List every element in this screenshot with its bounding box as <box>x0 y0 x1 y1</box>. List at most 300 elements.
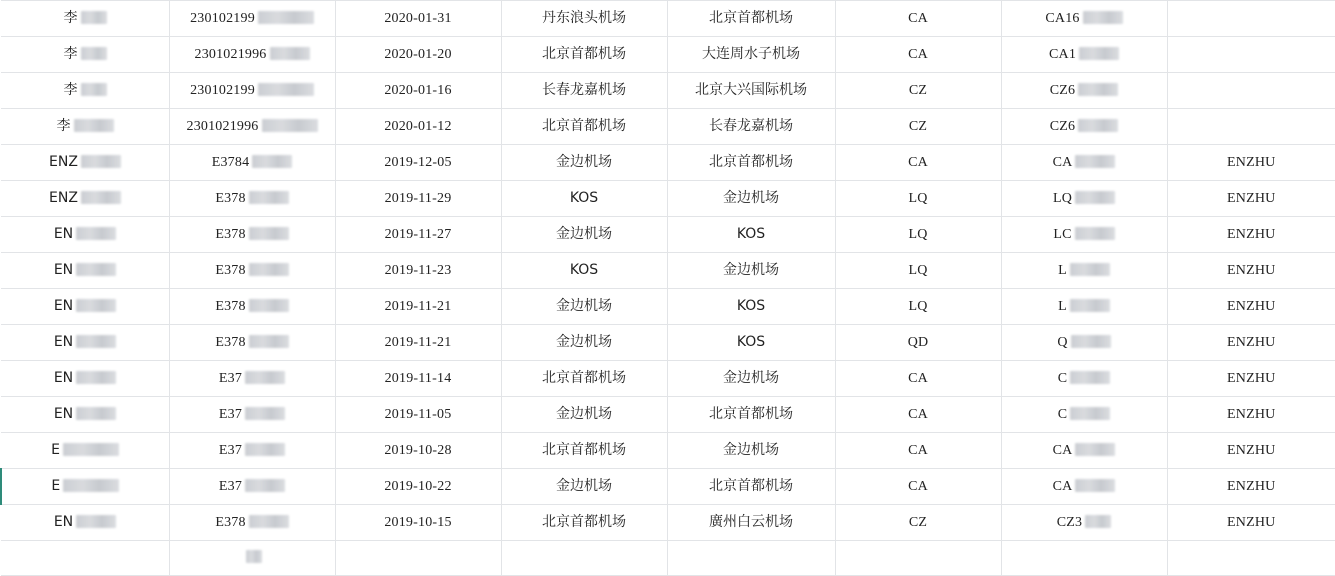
origin-airport-cell <box>501 361 667 397</box>
redacted-text <box>1071 335 1111 348</box>
cell-text: CA <box>1053 146 1116 180</box>
airline-code-cell <box>835 361 1001 397</box>
cell-text: L <box>1058 290 1110 324</box>
flight-date-cell <box>335 181 501 217</box>
cell-text: CZ6 <box>1050 74 1119 108</box>
cell-text: ENZHU <box>1227 262 1276 278</box>
cell-text: 金边机场 <box>556 298 612 314</box>
airline-code-cell <box>835 541 1001 576</box>
cell-text: 李 <box>64 73 107 107</box>
redacted-text <box>249 227 289 240</box>
agent-code-cell <box>1167 145 1335 181</box>
redacted-text <box>1070 263 1110 276</box>
passenger-name-cell <box>1 397 169 433</box>
flight-date-cell <box>335 433 501 469</box>
cell-text: ENZ <box>49 181 121 215</box>
table-row[interactable] <box>1 109 1335 145</box>
cell-text: CA <box>908 478 928 494</box>
airline-code-cell <box>835 433 1001 469</box>
cell-text: 2019-11-29 <box>384 190 452 206</box>
agent-code-cell <box>1167 1 1335 37</box>
redacted-text <box>1075 191 1115 204</box>
agent-code-cell <box>1167 73 1335 109</box>
table-row[interactable] <box>1 361 1335 397</box>
cell-text: E37 <box>219 434 285 468</box>
cell-text: ENZHU <box>1227 370 1276 386</box>
id-number-cell <box>169 397 335 433</box>
redacted-text <box>249 263 289 276</box>
origin-airport-cell <box>501 469 667 505</box>
agent-code-cell <box>1167 181 1335 217</box>
airline-code-cell <box>835 505 1001 541</box>
airline-code-cell <box>835 73 1001 109</box>
cell-text: LQ <box>908 226 928 242</box>
cell-text: 长春龙嘉机场 <box>542 82 626 98</box>
cell-text: 丹东浪头机场 <box>542 10 626 26</box>
cell-text: 北京首都机场 <box>542 118 626 134</box>
flight-number-cell <box>1001 541 1167 576</box>
agent-code-cell <box>1167 361 1335 397</box>
cell-text: CZ <box>908 82 928 98</box>
airline-code-cell <box>835 145 1001 181</box>
agent-code-cell <box>1167 469 1335 505</box>
airline-code-cell <box>835 1 1001 37</box>
cell-text: 2019-11-23 <box>384 262 452 278</box>
flight-date-cell <box>335 289 501 325</box>
flight-number-cell <box>1001 289 1167 325</box>
passenger-name-cell <box>1 145 169 181</box>
origin-airport-cell <box>501 325 667 361</box>
table-row[interactable] <box>1 289 1335 325</box>
agent-code-cell <box>1167 541 1335 576</box>
passenger-name-cell <box>1 433 169 469</box>
destination-airport-cell <box>667 37 835 73</box>
airline-code-cell <box>835 289 1001 325</box>
cell-text: 2020-01-12 <box>384 118 452 134</box>
airline-code-cell <box>835 181 1001 217</box>
table-row[interactable] <box>1 433 1335 469</box>
origin-airport-cell <box>501 1 667 37</box>
redacted-text <box>76 227 116 240</box>
airline-code-cell <box>835 469 1001 505</box>
passenger-name-cell <box>1 181 169 217</box>
agent-code-cell <box>1167 37 1335 73</box>
flight-date-cell <box>335 505 501 541</box>
redacted-text <box>249 335 289 348</box>
redacted-text <box>63 479 119 492</box>
cell-text: 李 <box>57 109 114 143</box>
cell-text <box>243 541 262 575</box>
cell-text: KOS <box>569 190 599 206</box>
cell-text: CA16 <box>1045 2 1122 36</box>
flight-date-cell <box>335 217 501 253</box>
redacted-text <box>249 191 289 204</box>
cell-text: 金边机场 <box>556 406 612 422</box>
id-number-cell <box>169 325 335 361</box>
cell-text: EN <box>54 325 116 359</box>
cell-text: LQ <box>908 190 928 206</box>
flight-number-cell <box>1001 397 1167 433</box>
cell-text: E3784 <box>212 146 293 180</box>
cell-text: 2020-01-16 <box>384 82 452 98</box>
passenger-name-cell <box>1 469 169 505</box>
origin-airport-cell <box>501 217 667 253</box>
destination-airport-cell <box>667 145 835 181</box>
cell-text: ENZHU <box>1227 154 1276 170</box>
cell-text: 金边机场 <box>723 370 779 386</box>
passenger-name-cell <box>1 253 169 289</box>
origin-airport-cell <box>501 397 667 433</box>
cell-text: C <box>1058 362 1111 396</box>
passenger-name-cell <box>1 73 169 109</box>
cell-text: CA <box>908 46 928 62</box>
flight-number-cell <box>1001 37 1167 73</box>
cell-text: E378 <box>215 506 288 540</box>
cell-text: LQ <box>1053 182 1115 216</box>
cell-text: KOS <box>736 226 766 242</box>
cell-text: EN <box>54 253 116 287</box>
cell-text: 金边机场 <box>723 442 779 458</box>
origin-airport-cell <box>501 253 667 289</box>
redacted-text <box>246 550 262 563</box>
agent-code-cell <box>1167 217 1335 253</box>
cell-text: KOS <box>736 334 766 350</box>
flight-number-cell <box>1001 361 1167 397</box>
redacted-text <box>1078 83 1118 96</box>
cell-text: EN <box>54 397 116 431</box>
flight-date-cell <box>335 469 501 505</box>
cell-text: CA <box>908 370 928 386</box>
redacted-text <box>249 515 289 528</box>
agent-code-cell <box>1167 109 1335 145</box>
flight-date-cell <box>335 37 501 73</box>
destination-airport-cell <box>667 181 835 217</box>
passenger-name-cell <box>1 1 169 37</box>
passenger-name-cell <box>1 325 169 361</box>
cell-text: 金边机场 <box>723 262 779 278</box>
cell-text: ENZHU <box>1227 406 1276 422</box>
table-row[interactable] <box>1 37 1335 73</box>
id-number-cell <box>169 37 335 73</box>
cell-text: ENZHU <box>1227 190 1276 206</box>
origin-airport-cell <box>501 73 667 109</box>
cell-text: 2019-10-15 <box>384 514 452 530</box>
cell-text: 2019-12-05 <box>384 154 452 170</box>
cell-text: E378 <box>215 218 288 252</box>
origin-airport-cell <box>501 541 667 576</box>
cell-text: 金边机场 <box>723 190 779 206</box>
redacted-text <box>81 155 121 168</box>
airline-code-cell <box>835 325 1001 361</box>
cell-text: E378 <box>215 326 288 360</box>
destination-airport-cell <box>667 469 835 505</box>
cell-text: E37 <box>219 362 285 396</box>
cell-text: 长春龙嘉机场 <box>709 118 793 134</box>
flight-date-cell <box>335 1 501 37</box>
agent-code-cell <box>1167 253 1335 289</box>
flight-number-cell <box>1001 109 1167 145</box>
cell-text: CA <box>908 442 928 458</box>
flight-date-cell <box>335 397 501 433</box>
cell-text: LQ <box>908 262 928 278</box>
flight-number-cell <box>1001 469 1167 505</box>
flight-date-cell <box>335 73 501 109</box>
table-row[interactable] <box>1 145 1335 181</box>
redacted-text <box>1075 227 1115 240</box>
destination-airport-cell <box>667 289 835 325</box>
redacted-text <box>76 335 116 348</box>
passenger-name-cell <box>1 217 169 253</box>
redacted-text <box>1075 443 1115 456</box>
flight-number-cell <box>1001 73 1167 109</box>
redacted-text <box>81 11 107 24</box>
redacted-text <box>1075 155 1115 168</box>
cell-text: 金边机场 <box>556 226 612 242</box>
redacted-text <box>1085 515 1111 528</box>
cell-text: EN <box>54 217 116 251</box>
flight-date-cell <box>335 325 501 361</box>
redacted-text <box>1078 119 1118 132</box>
cell-text: 大连周水子机场 <box>702 46 800 62</box>
redacted-text <box>270 47 310 60</box>
table-row[interactable] <box>1 469 1335 505</box>
redacted-text <box>258 11 314 24</box>
cell-text: 北京首都机场 <box>542 370 626 386</box>
cell-text: 李 <box>64 1 107 35</box>
id-number-cell <box>169 361 335 397</box>
cell-text: ENZHU <box>1227 478 1276 494</box>
cell-text: E37 <box>219 398 285 432</box>
cell-text: EN <box>54 289 116 323</box>
agent-code-cell <box>1167 397 1335 433</box>
cell-text: 北京首都机场 <box>709 478 793 494</box>
airline-code-cell <box>835 397 1001 433</box>
id-number-cell <box>169 433 335 469</box>
origin-airport-cell <box>501 109 667 145</box>
cell-text: 2020-01-31 <box>384 10 452 26</box>
id-number-cell <box>169 289 335 325</box>
redacted-text <box>81 47 107 60</box>
cell-text: EN <box>54 361 116 395</box>
destination-airport-cell <box>667 1 835 37</box>
cell-text: 230102199 <box>190 2 314 36</box>
id-number-cell <box>169 253 335 289</box>
passenger-name-cell <box>1 505 169 541</box>
cell-text: ENZHU <box>1227 442 1276 458</box>
redacted-text <box>258 83 314 96</box>
redacted-text <box>74 119 114 132</box>
cell-text: ENZHU <box>1227 514 1276 530</box>
cell-text: 北京首都机场 <box>542 442 626 458</box>
cell-text: 北京首都机场 <box>542 514 626 530</box>
redacted-text <box>76 407 116 420</box>
cell-text: LQ <box>908 298 928 314</box>
destination-airport-cell <box>667 541 835 576</box>
cell-text: ENZ <box>49 145 121 179</box>
cell-text: 金边机场 <box>556 334 612 350</box>
table-row[interactable] <box>1 397 1335 433</box>
flight-date-cell <box>335 145 501 181</box>
cell-text: Q <box>1057 326 1110 360</box>
cell-text: ENZHU <box>1227 298 1276 314</box>
table-row[interactable] <box>1 181 1335 217</box>
id-number-cell <box>169 541 335 576</box>
cell-text: E378 <box>215 254 288 288</box>
origin-airport-cell <box>501 145 667 181</box>
origin-airport-cell <box>501 433 667 469</box>
id-number-cell <box>169 1 335 37</box>
redacted-text <box>252 155 292 168</box>
flight-number-cell <box>1001 1 1167 37</box>
cell-text: CZ3 <box>1057 506 1112 540</box>
redacted-text <box>262 119 318 132</box>
cell-text: CA <box>908 10 928 26</box>
flight-number-cell <box>1001 253 1167 289</box>
cell-text: QD <box>907 334 929 350</box>
cell-text: 230102199 <box>190 74 314 108</box>
agent-code-cell <box>1167 325 1335 361</box>
cell-text: CA <box>908 154 928 170</box>
table-row[interactable] <box>1 505 1335 541</box>
table-body <box>1 1 1335 576</box>
flight-number-cell <box>1001 505 1167 541</box>
id-number-cell <box>169 505 335 541</box>
cell-text: 2019-10-28 <box>384 442 452 458</box>
redacted-text <box>81 191 121 204</box>
cell-text: E378 <box>215 182 288 216</box>
passenger-name-cell <box>1 37 169 73</box>
flight-number-cell <box>1001 181 1167 217</box>
cell-text: E37 <box>219 470 285 504</box>
cell-text: CA <box>1053 470 1116 504</box>
cell-text: CA1 <box>1049 38 1119 72</box>
table-row[interactable] <box>1 1 1335 37</box>
redacted-text <box>245 407 285 420</box>
table-row[interactable] <box>1 73 1335 109</box>
cell-text: 2019-11-05 <box>384 406 452 422</box>
airline-code-cell <box>835 37 1001 73</box>
table-row[interactable] <box>1 217 1335 253</box>
cell-text: EN <box>54 505 116 539</box>
origin-airport-cell <box>501 289 667 325</box>
cell-text: E <box>51 433 119 467</box>
id-number-cell <box>169 217 335 253</box>
cell-text: 北京首都机场 <box>542 46 626 62</box>
id-number-cell <box>169 469 335 505</box>
redacted-text <box>1070 407 1110 420</box>
destination-airport-cell <box>667 505 835 541</box>
origin-airport-cell <box>501 37 667 73</box>
cell-text: 金边机场 <box>556 478 612 494</box>
cell-text: 李 <box>64 37 107 71</box>
cell-text: 2301021996 <box>187 110 318 144</box>
destination-airport-cell <box>667 433 835 469</box>
table-row[interactable] <box>1 253 1335 289</box>
passenger-name-cell <box>1 109 169 145</box>
redacted-text <box>1070 299 1110 312</box>
redacted-text <box>1075 479 1115 492</box>
redacted-text <box>245 443 285 456</box>
cell-text: C <box>1058 398 1111 432</box>
redacted-text <box>249 299 289 312</box>
cell-text: CZ6 <box>1050 110 1119 144</box>
id-number-cell <box>169 109 335 145</box>
cell-text: CA <box>1053 434 1116 468</box>
destination-airport-cell <box>667 361 835 397</box>
redacted-text <box>76 263 116 276</box>
flight-date-cell <box>335 109 501 145</box>
agent-code-cell <box>1167 433 1335 469</box>
cell-text: ENZHU <box>1227 226 1276 242</box>
origin-airport-cell <box>501 181 667 217</box>
destination-airport-cell <box>667 217 835 253</box>
cell-text: E378 <box>215 290 288 324</box>
destination-airport-cell <box>667 325 835 361</box>
cell-text: E <box>51 469 119 503</box>
cell-text: 2301021996 <box>195 38 310 72</box>
destination-airport-cell <box>667 109 835 145</box>
cell-text: KOS <box>569 262 599 278</box>
flight-date-cell <box>335 541 501 576</box>
cell-text: ENZHU <box>1227 334 1276 350</box>
cell-text: 北京首都机场 <box>709 10 793 26</box>
table-row[interactable] <box>1 325 1335 361</box>
redacted-text <box>76 515 116 528</box>
flight-date-cell <box>335 253 501 289</box>
agent-code-cell <box>1167 289 1335 325</box>
airline-code-cell <box>835 253 1001 289</box>
redacted-text <box>81 83 107 96</box>
flight-date-cell <box>335 361 501 397</box>
id-number-cell <box>169 181 335 217</box>
cell-text: 金边机场 <box>556 154 612 170</box>
redacted-text <box>1070 371 1110 384</box>
origin-airport-cell <box>501 505 667 541</box>
cell-text: 2019-11-14 <box>384 370 452 386</box>
cell-text: 2020-01-20 <box>384 46 452 62</box>
cell-text: 北京大兴国际机场 <box>695 82 807 98</box>
cell-text: 北京首都机场 <box>709 406 793 422</box>
cell-text: 2019-11-21 <box>384 334 452 350</box>
id-number-cell <box>169 73 335 109</box>
cell-text: 2019-11-27 <box>384 226 452 242</box>
destination-airport-cell <box>667 73 835 109</box>
airline-code-cell <box>835 109 1001 145</box>
cell-text: 北京首都机场 <box>709 154 793 170</box>
redacted-text <box>76 299 116 312</box>
id-number-cell <box>169 145 335 181</box>
cell-text: CZ <box>908 118 928 134</box>
cell-text: 2019-10-22 <box>384 478 452 494</box>
cell-text: LC <box>1053 218 1114 252</box>
agent-code-cell <box>1167 505 1335 541</box>
cell-text: 2019-11-21 <box>384 298 452 314</box>
redacted-text <box>1083 11 1123 24</box>
table-row[interactable] <box>1 541 1335 576</box>
passenger-name-cell <box>1 541 169 576</box>
redacted-text <box>76 371 116 384</box>
destination-airport-cell <box>667 253 835 289</box>
airline-code-cell <box>835 217 1001 253</box>
cell-text: CA <box>908 406 928 422</box>
destination-airport-cell <box>667 397 835 433</box>
redacted-text <box>1079 47 1119 60</box>
cell-text: KOS <box>736 298 766 314</box>
flight-number-cell <box>1001 325 1167 361</box>
cell-text: 廣州白云机场 <box>709 514 793 530</box>
cell-text: L <box>1058 254 1110 288</box>
flight-number-cell <box>1001 217 1167 253</box>
